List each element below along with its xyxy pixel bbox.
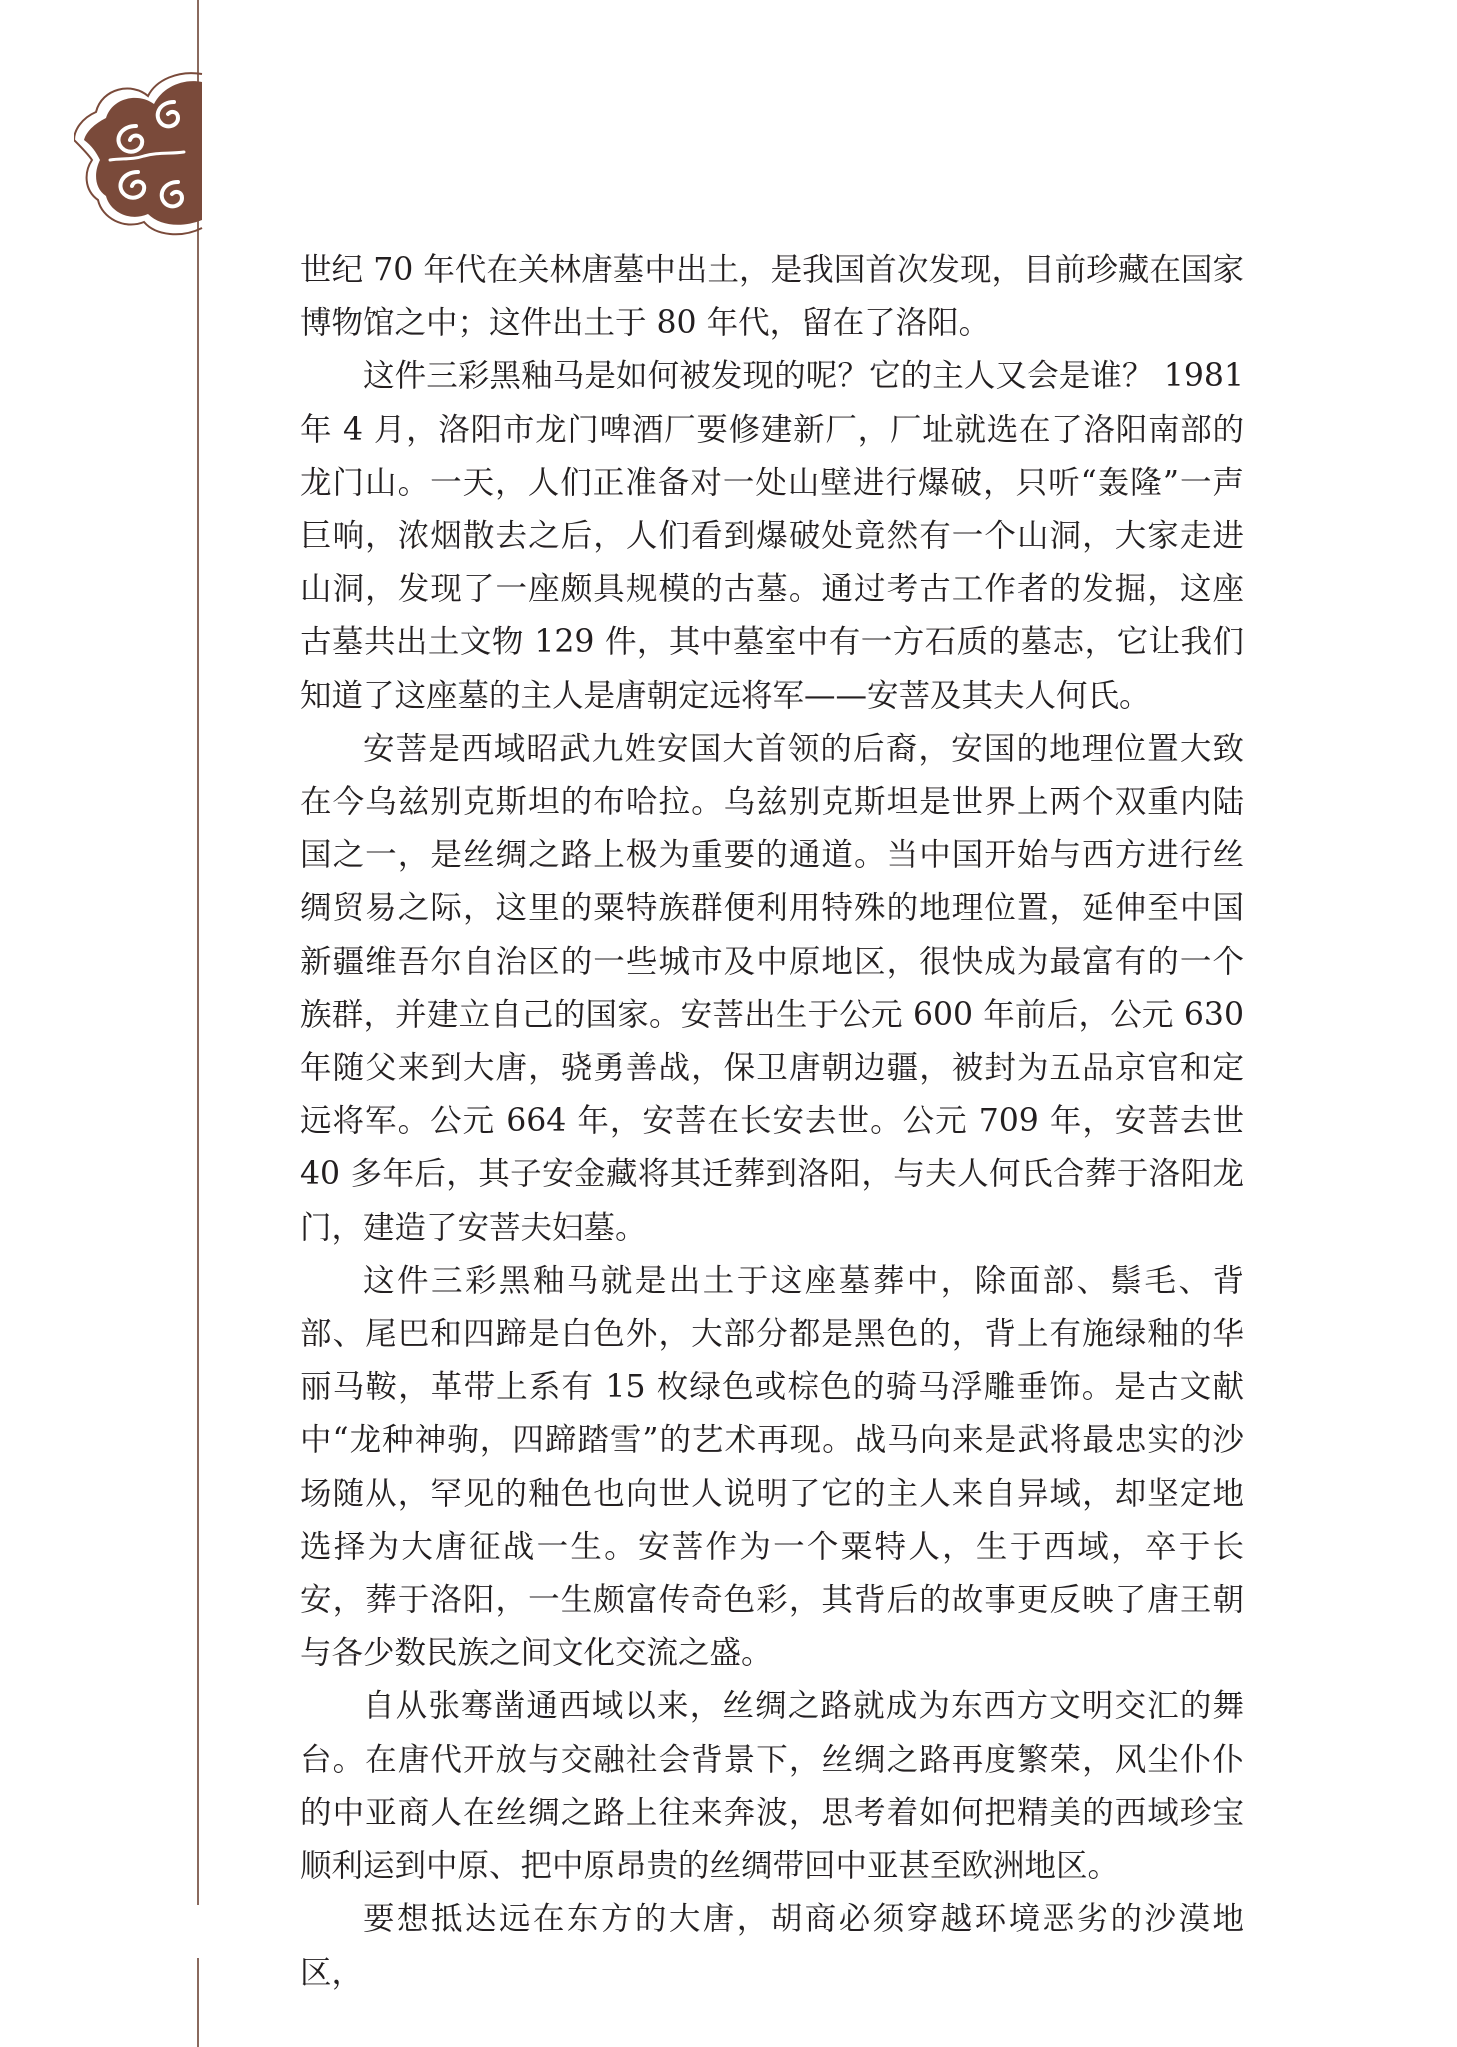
paragraph: 世纪 70 年代在关林唐墓中出土，是我国首次发现，目前珍藏在国家博物馆之中；这件出土于 80 年代，留在了洛阳。 <box>300 252 1244 342</box>
cloud-scroll-icon <box>74 68 204 238</box>
body-text <box>300 244 1244 2000</box>
paragraph: 要想抵达远在东方的大唐，胡商必须穿越环境恶劣的沙漠地区， <box>300 1901 1244 1991</box>
margin-rule-lower <box>197 1958 199 2047</box>
margin-rule-upper <box>197 0 199 1905</box>
paragraph: 安菩是西域昭武九姓安国大首领的后裔，安国的地理位置大致在今乌兹别克斯坦的布哈拉。乌兹别克斯坦是世界上两个双重内陆国之一，是丝绸之路上极为重要的通道。当中国开始与西方进行丝绸贸易之际，这里的粟特族群便利用特殊的地理位置，延伸至中国新疆维吾尔自治区的一些城市及中原地区，很快成为最富有的一个族群，并建立自己的国家。安菩出生于公元 600 年前后，公元 630 年随父来到大唐，骁勇善战，保卫唐朝边疆，被封为五品京官和定远将军。公元 664 年，安菩在长安去世。公元 709 年，安菩去世 40 多年后，其子安金藏将其迁葬到洛阳，与夫人何氏合葬于洛阳龙门，建造了安菩夫妇墓。 <box>300 730 1244 1246</box>
paragraph: 自从张骞凿通西域以来，丝绸之路就成为东西方文明交汇的舞台。在唐代开放与交融社会背景下，丝绸之路再度繁荣，风尘仆仆的中亚商人在丝绸之路上往来奔波，思考着如何把精美的西域珍宝顺利运到中原、把中原昂贵的丝绸带回中亚甚至欧洲地区。 <box>300 1688 1244 1885</box>
paragraph: 这件三彩黑釉马是如何被发现的呢？它的主人又会是谁？ 1981 年 4 月，洛阳市龙门啤酒厂要修建新厂，厂址就选在了洛阳南部的龙门山。一天，人们正准备对一处山壁进行爆破，只听“轰隆”一声巨响，浓烟散去之后，人们看到爆破处竟然有一个山洞，大家走进山洞，发现了一座颇具规模的古墓。通过考古工作者的发掘，这座古墓共出土文物 129 件，其中墓室中有一方石质的墓志，它让我们知道了这座墓的主人是唐朝定远将军——安菩及其夫人何氏。 <box>300 358 1244 714</box>
paragraph: 这件三彩黑釉马就是出土于这座墓葬中，除面部、鬃毛、背部、尾巴和四蹄是白色外，大部分都是黑色的，背上有施绿釉的华丽马鞍，革带上系有 15 枚绿色或棕色的骑马浮雕垂饰。是古文献中“龙种神驹，四蹄踏雪”的艺术再现。战马向来是武将最忠实的沙场随从，罕见的釉色也向世人说明了它的主人来自异域，却坚定地选择为大唐征战一生。安菩作为一个粟特人，生于西域，卒于长安，葬于洛阳，一生颇富传奇色彩，其背后的故事更反映了唐王朝与各少数民族之间文化交流之盛。 <box>300 1262 1244 1672</box>
